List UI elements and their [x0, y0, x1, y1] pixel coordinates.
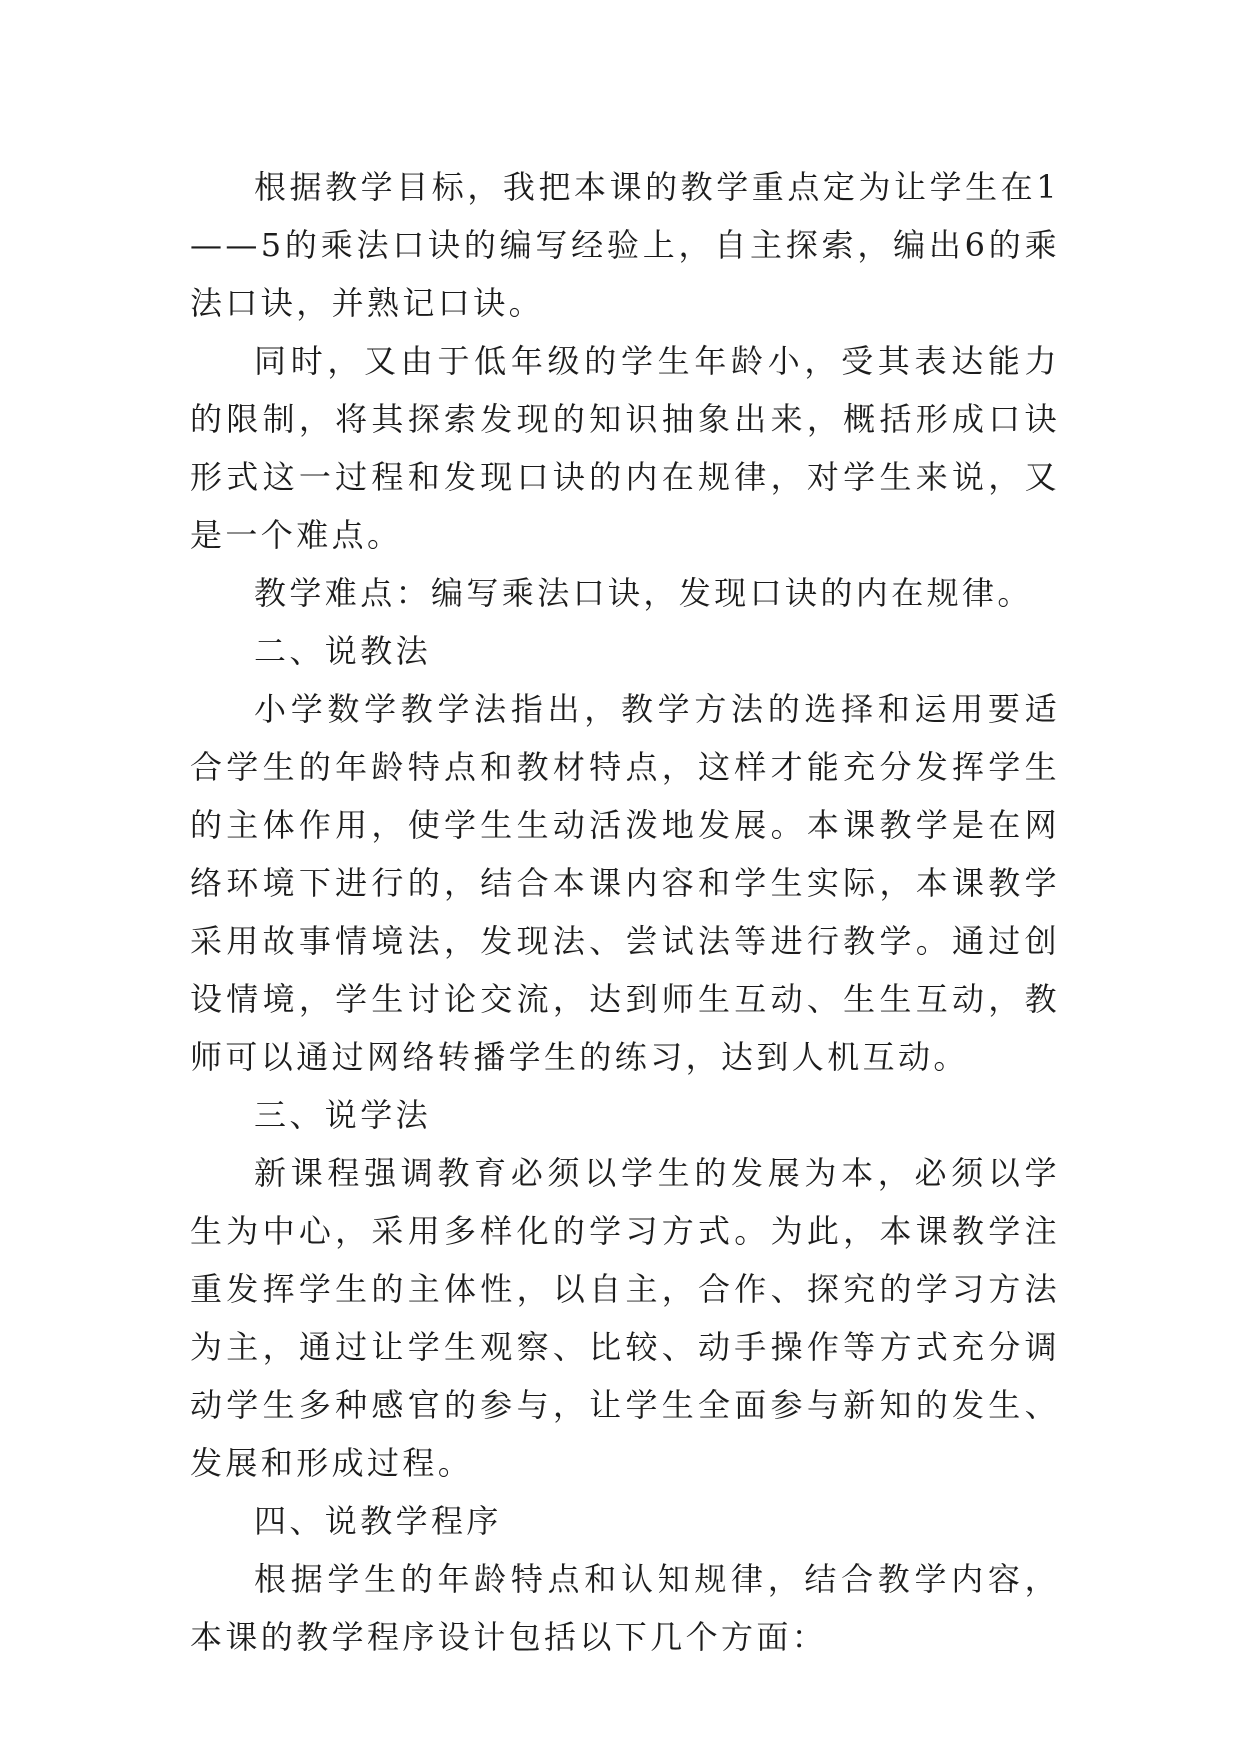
section-heading-learning-method: 三、说学法 — [254, 1096, 432, 1134]
paragraph-teaching-procedure: 根据学生的年龄特点和认知规律，结合教学内容，本课的教学程序设计包括以下几个方面： — [190, 1560, 1060, 1656]
document-body — [190, 158, 1060, 1666]
paragraph-learning-method: 新课程强调教育必须以学生的发展为本，必须以学生为中心，采用多样化的学习方式。为此，本课教学注重发挥学生的主体性，以自主，合作、探究的学习方法为主，通过让学生观察、比较、动手操作等方式充分调动学生多种感官的参与，让学生全面参与新知的发生、发展和形成过程。 — [190, 1154, 1060, 1482]
section-heading-teaching-procedure: 四、说教学程序 — [254, 1502, 502, 1540]
paragraph-difficulty-reason: 同时，又由于低年级的学生年龄小，受其表达能力的限制，将其探索发现的知识抽象出来，概括形成口诀形式这一过程和发现口诀的内在规律，对学生来说，又是一个难点。 — [190, 342, 1060, 554]
paragraph-teaching-method: 小学数学教学法指出，教学方法的选择和运用要适合学生的年龄特点和教材特点，这样才能充分发挥学生的主体作用，使学生生动活泼地发展。本课教学是在网络环境下进行的，结合本课内容和学生实际，本课教学采用故事情境法，发现法、尝试法等进行教学。通过创设情境，学生讨论交流，达到师生互动、生生互动，教师可以通过网络转播学生的练习，达到人机互动。 — [190, 690, 1060, 1076]
paragraph-teaching-focus: 根据教学目标，我把本课的教学重点定为让学生在1——5的乘法口诀的编写经验上，自主探索，编出6的乘法口诀，并熟记口诀。 — [190, 168, 1060, 322]
paragraph-teaching-difficulty: 教学难点：编写乘法口诀，发现口诀的内在规律。 — [254, 574, 1033, 612]
section-heading-teaching-method: 二、说教法 — [254, 632, 432, 670]
